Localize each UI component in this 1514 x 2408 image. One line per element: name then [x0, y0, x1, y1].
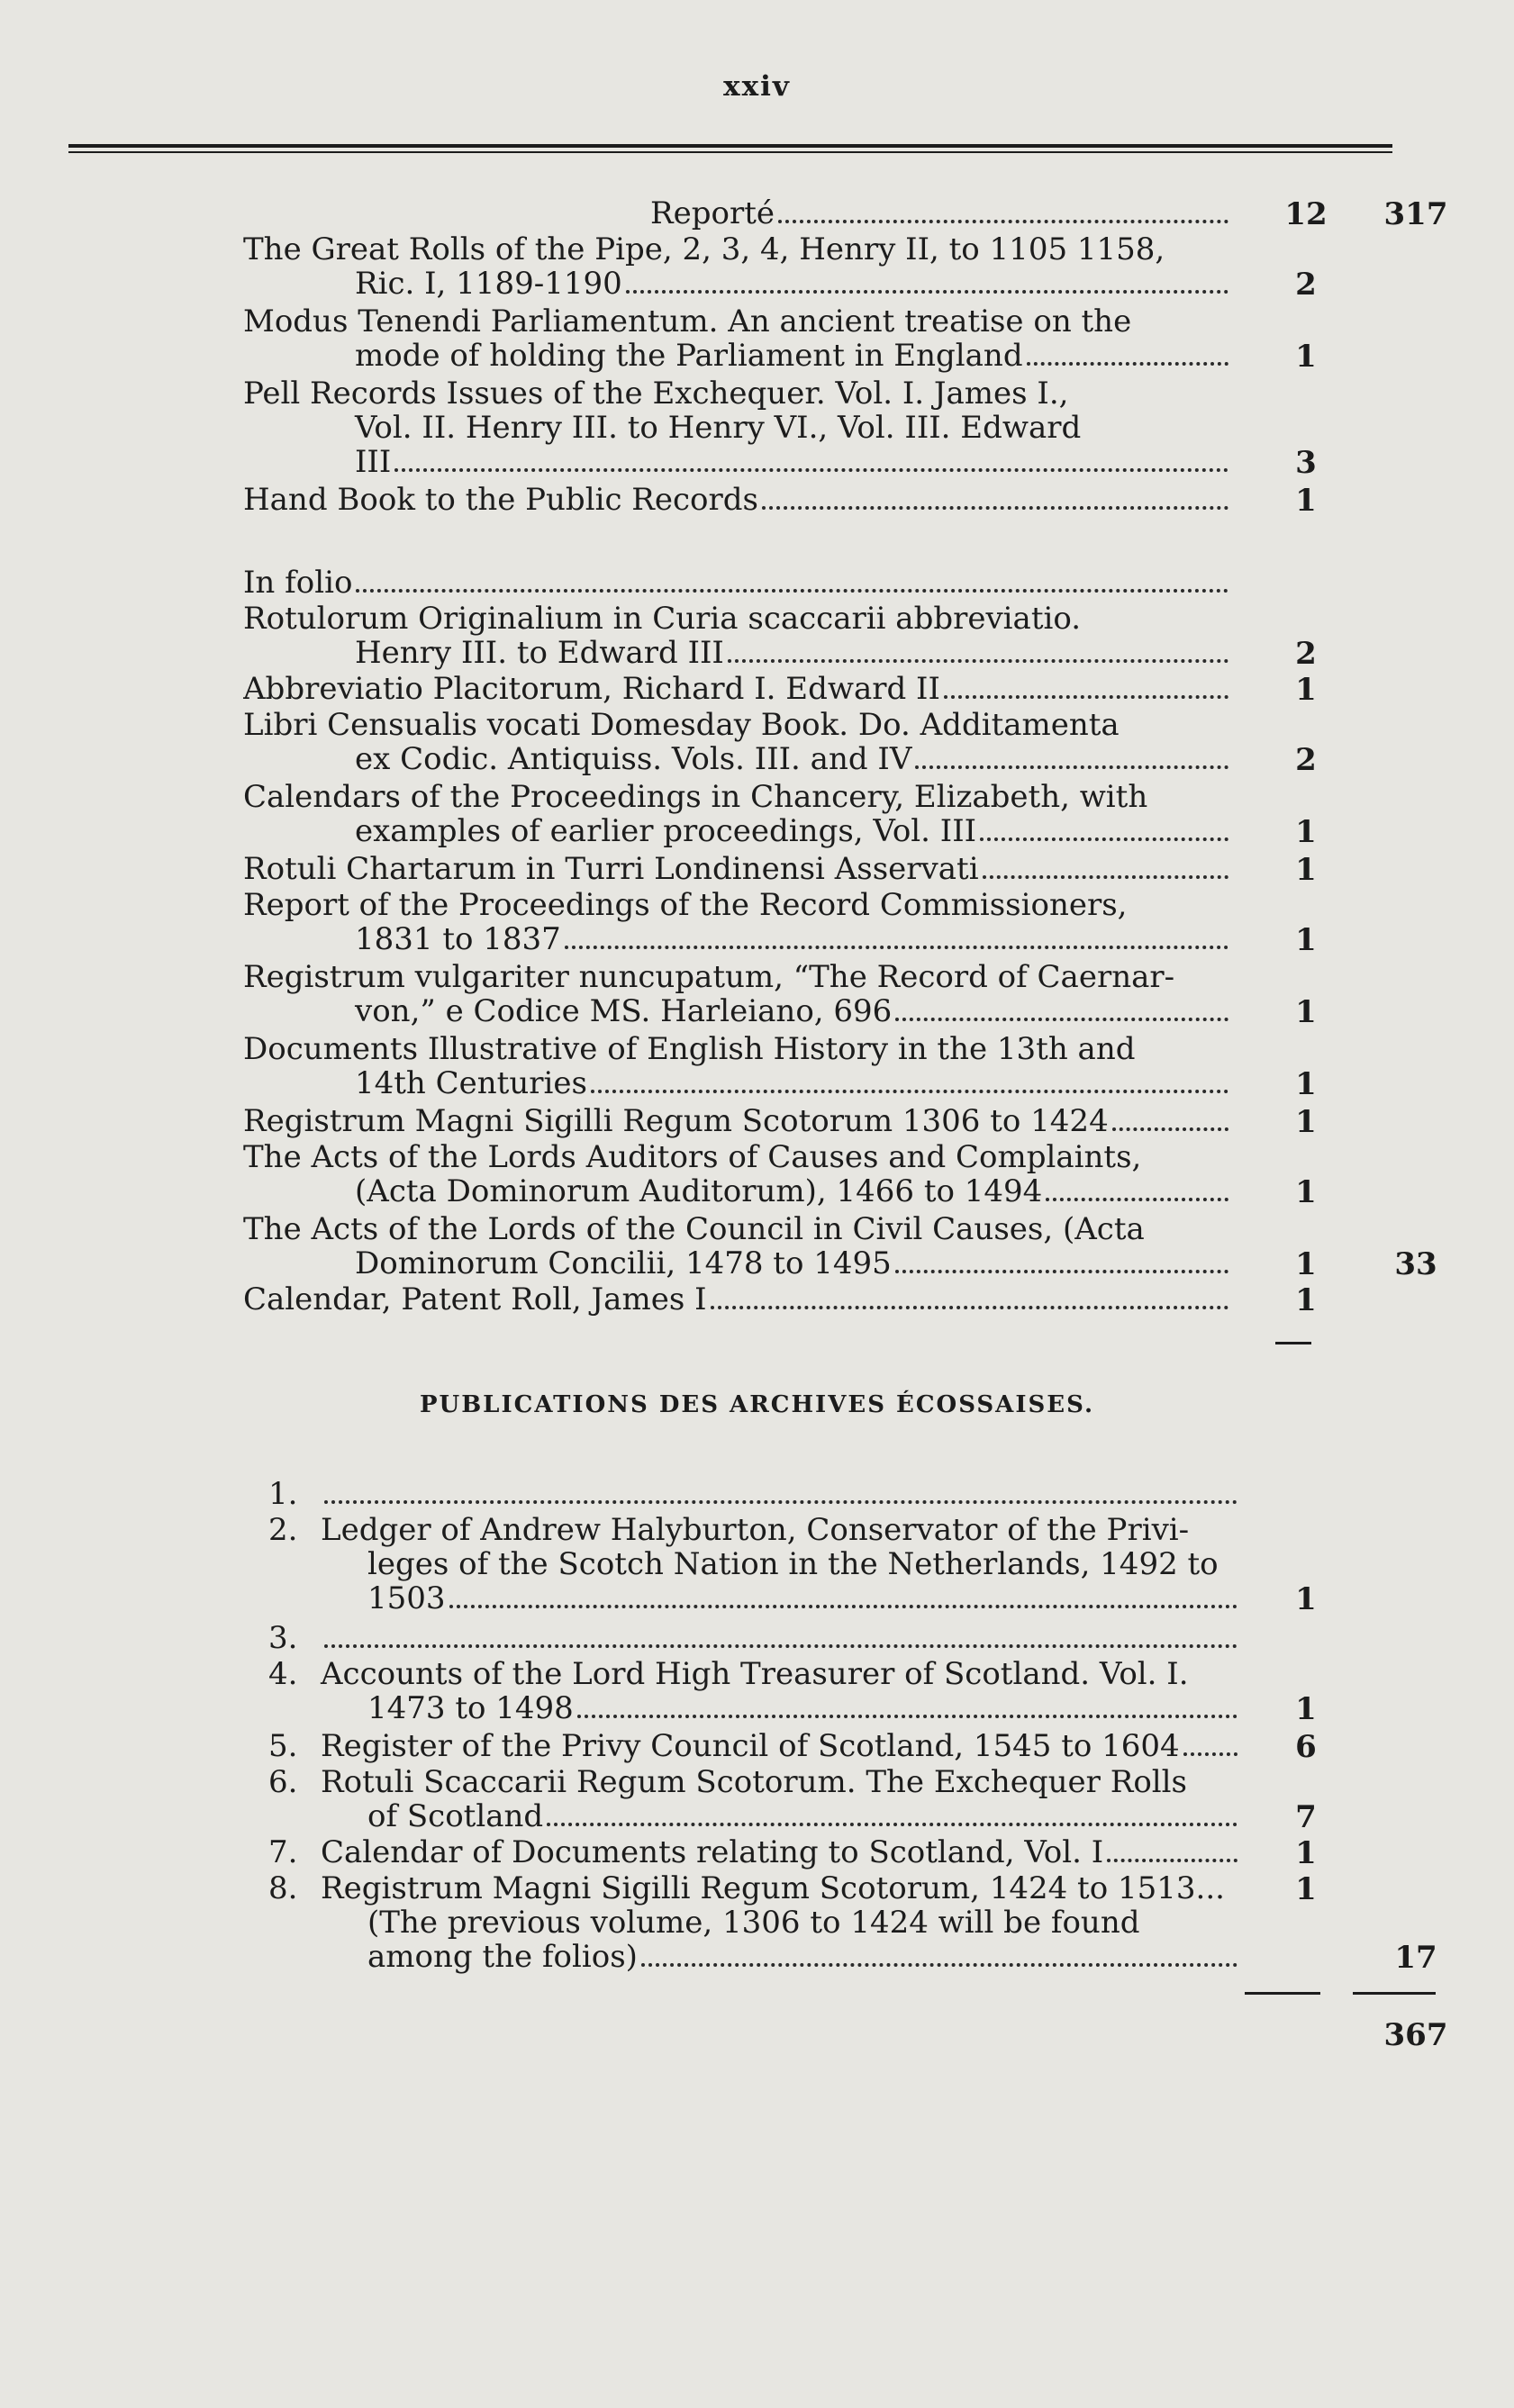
scottish-entry-4: 4. Accounts of the Lord High Treasurer of Scotland. Vol. I. 1473 to 1498 [268, 1657, 1243, 1725]
folio-col1-0: 2 [1295, 636, 1317, 672]
folio-col2-subtotal: 33 [1394, 1246, 1437, 1282]
subtotal-dash [1275, 1342, 1311, 1344]
scottish-entry-6: 6. Rotuli Scaccarii Regum Scotorum. The Exchequer Rolls of Scotland [268, 1765, 1243, 1833]
header-rule-thick [68, 144, 1392, 148]
scottish-col1-8: 1 [1295, 1871, 1317, 1907]
folio-entry-lords-council: The Acts of the Lords of the Council in Civil Causes, (Acta Dominorum Concilii, 1478 to 1495 [243, 1212, 1234, 1281]
folio-col1-6: 1 [1295, 994, 1317, 1030]
folio-entry-patent-roll: Calendar, Patent Roll, James I [243, 1282, 1234, 1317]
folio-entry-lords-auditors: The Acts of the Lords Auditors of Causes and Complaints, (Acta Dominorum Auditorum), 1466 to 1494 [243, 1140, 1234, 1209]
folio-col1-3: 1 [1295, 814, 1317, 850]
total-rule-col1 [1245, 1992, 1320, 1995]
folio-entry-registrum-1306: Registrum Magni Sigilli Regum Scotorum 1306 to 1424 [243, 1104, 1234, 1138]
folio-col1-2: 2 [1295, 742, 1317, 778]
scottish-entry-8: 8. Registrum Magni Sigilli Regum Scotorum, 1424 to 1513... (The previous volume, 1306 to 1424 will be found among the folios) [268, 1871, 1243, 1974]
header-rule-thin [68, 151, 1392, 153]
entry-modus-tenendi-col1: 1 [1295, 339, 1317, 375]
scottish-entry-3: 3. [268, 1621, 1243, 1655]
scottish-col1-2: 1 [1295, 1581, 1317, 1617]
scottish-col1-7: 1 [1295, 1835, 1317, 1871]
reporte-line [243, 196, 1234, 231]
entry-great-rolls: The Great Rolls of the Pipe, 2, 3, 4, Henry II, to 1105 1158, Ric. I, 1189-1190 [243, 232, 1234, 301]
folio-col1-5: 1 [1295, 922, 1317, 958]
folio-entry-chartarum: Rotuli Chartarum in Turri Londinensi Asservati [243, 852, 1234, 886]
folio-entry-documents: Documents Illustrative of English History in the 13th and 14th Centuries [243, 1032, 1234, 1100]
folio-entry-caernarvon: Registrum vulgariter nuncupatum, “The Record of Caernar- von,” e Codice MS. Harleiano, 696 [243, 960, 1234, 1028]
scottish-col2-subtotal: 17 [1394, 1940, 1437, 1976]
total-rule-col2 [1353, 1992, 1436, 1995]
scottish-entry-2: 2. Ledger of Andrew Halyburton, Conservator of the Privi- leges of the Scotch Nation in the Netherlands, 1492 to 1503 [268, 1513, 1243, 1616]
entry-pell-records-col1: 3 [1295, 445, 1317, 481]
folio-entry-domesday: Libri Censualis vocati Domesday Book. Do. Additamenta ex Codic. Antiquiss. Vols. III. and IV [243, 708, 1234, 776]
grand-total: 367 [1383, 2017, 1448, 2053]
folio-entry-report: Report of the Proceedings of the Record Commissioners, 1831 to 1837 [243, 888, 1234, 956]
entry-hand-book: Hand Book to the Public Records [243, 483, 1234, 517]
scottish-entry-1: 1. [268, 1477, 1243, 1511]
folio-entry-abbreviatio: Abbreviatio Placitorum, Richard I. Edward II [243, 672, 1234, 706]
folio-col1-4: 1 [1295, 852, 1317, 888]
scottish-col1-4: 1 [1295, 1691, 1317, 1727]
folio-col1-11: 1 [1295, 1282, 1317, 1318]
folio-col1-1: 1 [1295, 672, 1317, 708]
folio-entry-rotulorum: Rotulorum Originalium in Curia scaccarii abbreviatio. Henry III. to Edward III [243, 602, 1234, 670]
page-number: xxiv [723, 70, 791, 103]
entry-hand-book-col1: 1 [1295, 483, 1317, 519]
reporte-label: Reporté [650, 196, 775, 231]
folio-col1-7: 1 [1295, 1066, 1317, 1102]
scottish-col1-5: 6 [1295, 1729, 1317, 1765]
scottish-col1-6: 7 [1295, 1799, 1317, 1835]
entry-great-rolls-col1: 2 [1295, 267, 1317, 303]
reporte-col2: 317 [1383, 196, 1448, 232]
scottish-entry-7: 7. Calendar of Documents relating to Scotland, Vol. I [268, 1835, 1243, 1869]
folio-heading: In folio [243, 566, 1234, 600]
scottish-entry-5: 5. Register of the Privy Council of Scotland, 1545 to 1604 [268, 1729, 1243, 1763]
folio-col1-9: 1 [1295, 1174, 1317, 1210]
folio-col1-8: 1 [1295, 1104, 1317, 1140]
folio-entry-chancery: Calendars of the Proceedings in Chancery, Elizabeth, with examples of earlier proceedings, Vol. III [243, 780, 1234, 848]
section-title-scottish: PUBLICATIONS DES ARCHIVES ÉCOSSAISES. [419, 1391, 1095, 1418]
entry-pell-records: Pell Records Issues of the Exchequer. Vol. I. James I., Vol. II. Henry III. to Henry VI., Vol. III. Edward III [243, 376, 1234, 479]
reporte-col1: 12 [1284, 196, 1328, 232]
entry-modus-tenendi: Modus Tenendi Parliamentum. An ancient treatise on the mode of holding the Parliament in England [243, 304, 1234, 373]
folio-col1-10: 1 [1295, 1246, 1317, 1282]
